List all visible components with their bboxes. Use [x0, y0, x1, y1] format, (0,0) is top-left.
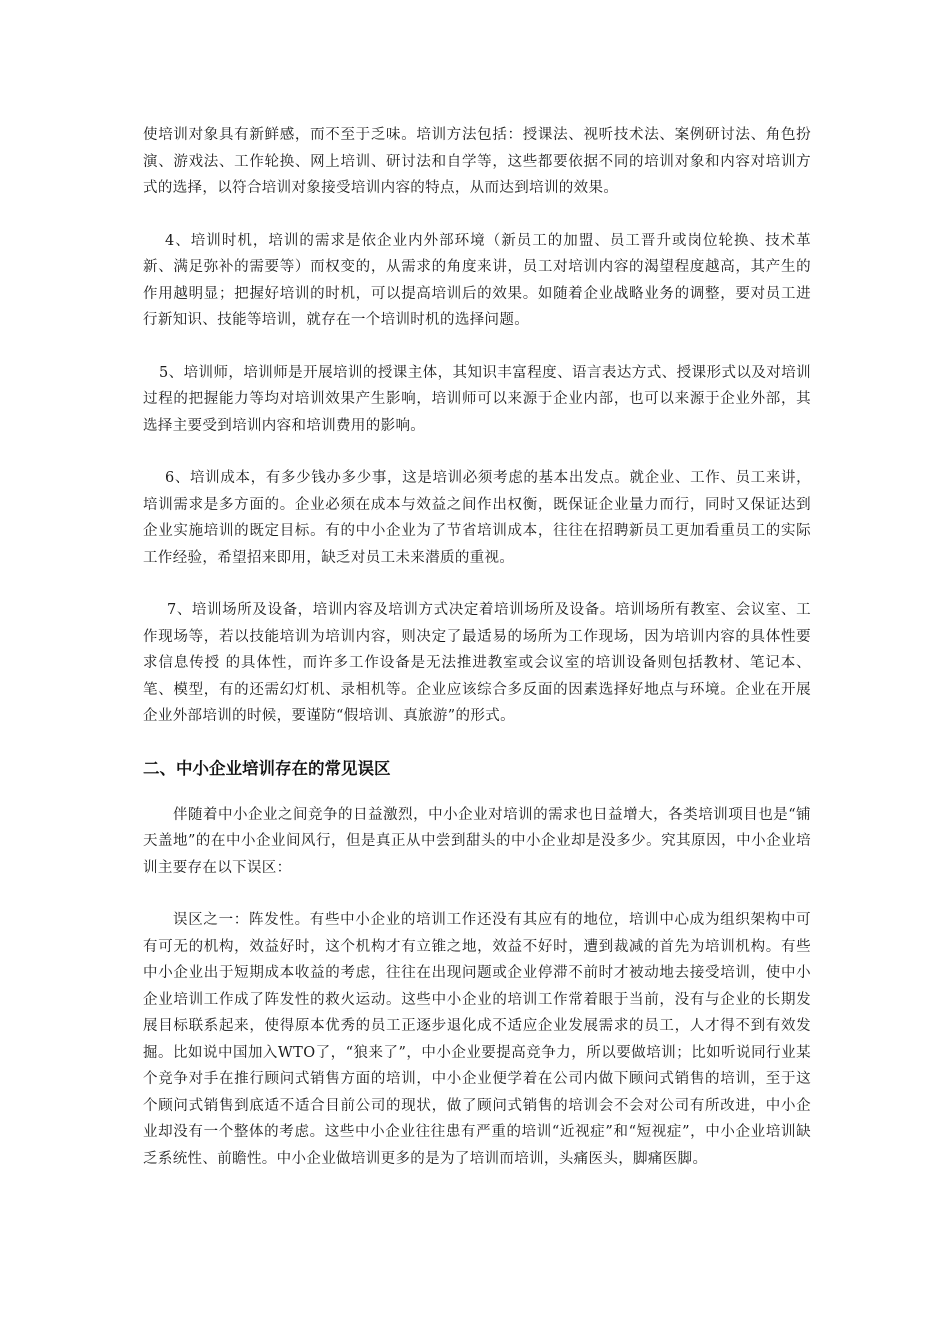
paragraph-misconception-one: 误区之一：阵发性。有些中小企业的培训工作还没有其应有的地位，培训中心成为组织架构中可有可无的机构，效益好时，这个机构才有立锥之地，效益不好时，遭到裁减的首先为培训机构。有些中小企业出于短期成本收益的考虑，往往在出现问题或企业停滞不前时才被动地去接受培训，使中小企业培训工作成了阵发性的救火运动。这些中小企业的培训工作常着眼于当前，没有与企业的长期发展目标联系起来，使得原本优秀的员工正逐步退化成不适应企业发展需求的员工，人才得不到有效发掘。比如说中国加入WTO了，“狼来了”，中小企业要提高竞争力，所以要做培训；比如听说同行业某个竞争对手在推行顾问式销售方面的培训，中小企业便学着在公司内做下顾问式销售的培训，至于这个顾问式销售到底适不适合目前公司的现状，做了顾问式销售的培训会不会对公司有所改进，中小企业却没有一个整体的考虑。这些中小企业往往患有严重的培训“近视症”和“短视症”，中小企业培训缺乏系统性、前瞻性。中小企业做培训更多的是为了培训而培训，头痛医头，脚痛医脚。	[143, 912, 811, 1167]
section-heading: 二、中小企业培训存在的常见误区	[143, 758, 391, 778]
document-page	[143, 122, 811, 1172]
paragraph-training-timing: 4、培训时机，培训的需求是依企业内外部环境（新员工的加盟、员工晋升或岗位轮换、技术革新、满足弥补的需要等）而权变的，从需求的角度来讲，员工对培训内容的渴望程度越高，其产生的作用越明显；把握好培训的时机，可以提高培训后的效果。如随着企业战略业务的调整，要对员工进行新知识、技能等培训，就存在一个培训时机的选择问题。	[143, 232, 811, 328]
paragraph-training-cost: 6、培训成本，有多少钱办多少事，这是培训必须考虑的基本出发点。就企业、工作、员工来讲，培训需求是多方面的。企业必须在成本与效益之间作出权衡，既保证企业量力而行，同时又保证达到企业实施培训的既定目标。有的中小企业为了节省培训成本，往往在招聘新员工更加看重员工的实际工作经验，希望招来即用，缺乏对员工未来潜质的重视。	[143, 470, 811, 566]
paragraph-training-methods: 使培训对象具有新鲜感，而不至于乏味。培训方法包括：授课法、视听技术法、案例研讨法、角色扮演、游戏法、工作轮换、网上培训、研讨法和自学等，这些都要依据不同的培训对象和内容对培训方式的选择，以符合培训对象接受培训内容的特点，从而达到培训的效果。	[143, 127, 811, 196]
paragraph-intro-misconceptions: 伴随着中小企业之间竞争的日益激烈，中小企业对培训的需求也日益增大，各类培训项目也是“铺天盖地”的在中小企业间风行，但是真正从中尝到甜头的中小企业却是没多少。究其原因，中小企业培训主要存在以下误区：	[143, 806, 811, 876]
paragraph-training-venue: 7、培训场所及设备，培训内容及培训方式决定着培训场所及设备。培训场所有教室、会议室、工作现场等，若以技能培训为培训内容，则决定了最适易的场所为工作现场，因为培训内容的具体性要求信息传授 的具体性，而许多工作设备是无法推进教室或会议室的培训设备则包括教材、笔记本、笔、模型，有的还需幻灯机、录相机等。企业应该综合多反面的因素选择好地点与环境。企业在开展企业外部培训的时候，要谨防“假培训、真旅游”的形式。	[143, 602, 811, 724]
paragraph-trainer: 5、培训师，培训师是开展培训的授课主体，其知识丰富程度、语言表达方式、授课形式以及对培训过程的把握能力等均对培训效果产生影响，培训师可以来源于企业内部，也可以来源于企业外部，其选择主要受到培训内容和培训费用的影响。	[143, 364, 811, 434]
